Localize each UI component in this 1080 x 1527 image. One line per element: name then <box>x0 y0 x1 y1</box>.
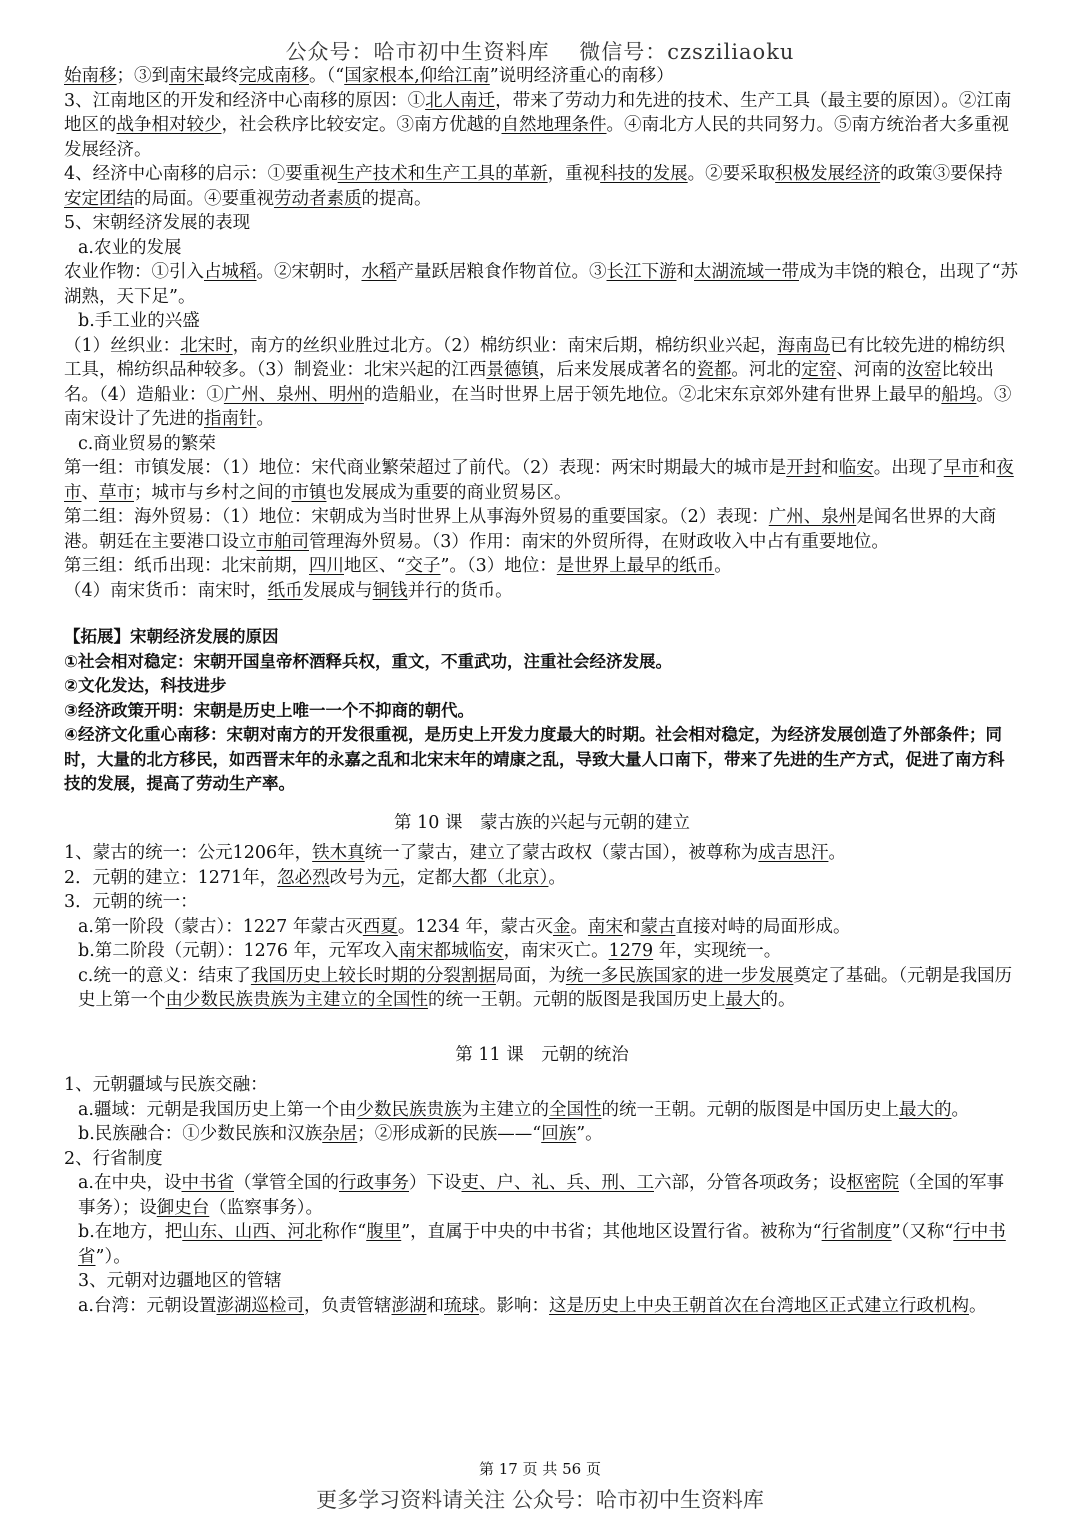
extension-paragraph <box>64 625 1020 650</box>
paragraph <box>64 89 1020 163</box>
keyword-underlined: 南宋都城临安 <box>398 941 504 961</box>
keyword-underlined: 1279 <box>608 941 654 961</box>
text-segment: c.统一的意义：结束了 <box>78 965 251 986</box>
keyword-underlined: 行政事务 <box>339 1173 409 1193</box>
keyword-underlined: 铜钱 <box>372 580 408 601</box>
keyword-underlined: 占城稻 <box>204 262 257 282</box>
extension-paragraph <box>64 674 1020 699</box>
text-segment: 和 <box>426 1295 444 1316</box>
keyword-underlined: 太湖流域一带 <box>694 262 799 282</box>
text-segment: 和 <box>622 916 641 937</box>
keyword-underlined: 劳动者素质 <box>274 188 362 209</box>
keyword-underlined: 始南移 <box>64 66 117 86</box>
keyword-underlined: 统一多民族国家的进一步发展 <box>565 965 794 986</box>
text-segment: 和 <box>821 458 839 478</box>
paragraph <box>64 866 1020 891</box>
text-segment: 称作“ <box>322 1222 367 1242</box>
text-segment: ”。 <box>576 1124 603 1144</box>
text-segment: ”。（3）地位： <box>440 556 557 576</box>
paragraph <box>64 939 1020 964</box>
keyword-underlined: 战争相对较少 <box>116 115 222 135</box>
keyword-underlined: 由少数民族贵族为主建立的全国性 <box>165 990 428 1010</box>
keyword-underlined: 琉球 <box>444 1295 479 1316</box>
text-segment: 5、宋朝经济发展的表现 <box>64 213 251 233</box>
text-segment: 是闻名世界的大商港。朝廷在主要港口设立 <box>64 507 997 552</box>
text-segment: 已有比较先进的棉纺织工具，棉纺织品种较多。（3）制瓷业：北宋兴起的江西 <box>64 335 1006 380</box>
keyword-underlined: 御史台 <box>156 1197 210 1218</box>
keyword-underlined: 北宋时 <box>180 335 233 356</box>
text-segment: 管理海外贸易。（3）作用：南宋的外贸所得，在财政收入中占有重要地位。 <box>309 531 889 552</box>
keyword-underlined: 交子 <box>405 556 441 576</box>
keyword-underlined: 成吉思汗 <box>758 843 829 863</box>
keyword-underlined: 吏、户、礼、兵、刑、工 <box>461 1173 654 1193</box>
text-segment: 和 <box>978 458 997 478</box>
keyword-underlined: 完成南移 <box>239 66 309 86</box>
text-segment: （全国的军事事务）；设 <box>78 1173 1004 1218</box>
paragraph <box>64 456 1020 505</box>
text-segment: 3、江南地区的开发和经济中心南移的原因：① <box>64 90 426 111</box>
text-segment: ；②形成新的民族——“ <box>357 1124 542 1144</box>
text-segment: 比较出名。（4）造船业：① <box>64 360 994 405</box>
keyword-underlined: 水稻 <box>361 262 397 282</box>
page-number: 第 17 页 共 56 页 <box>478 1460 601 1478</box>
paragraph <box>64 1269 1020 1294</box>
paragraph <box>64 162 1020 211</box>
text-segment: 发展成与 <box>302 580 373 601</box>
paragraph <box>64 260 1020 309</box>
text-segment: 。（“ <box>309 66 345 86</box>
paragraph <box>64 964 1020 1013</box>
text-segment: 2．元朝的建立：1271年， <box>64 867 278 888</box>
text-segment: b.手工业的兴盛 <box>78 311 200 331</box>
paragraph <box>64 1098 1020 1123</box>
keyword-underlined: 我国历史上较长时期的分裂割据 <box>250 965 496 986</box>
keyword-underlined: 国家根本,仰给江南 <box>344 66 490 86</box>
text-segment: 。 <box>256 409 274 429</box>
text-segment: 3．元朝的统一： <box>64 892 198 912</box>
text-segment: 第三组：纸币出现：北宋前期， <box>64 556 309 576</box>
keyword-underlined: 澎湖 <box>391 1295 427 1316</box>
text-segment: 产量跃居粮食作物首位。③ <box>396 262 607 282</box>
keyword-underlined: 临安 <box>838 458 874 478</box>
lesson-title <box>64 811 1020 836</box>
text-segment: ，带来了劳动力和先进的技术、生产工具（最主要的原因）。②江南地区的 <box>64 90 1012 135</box>
keyword-underlined: 行省制度 <box>821 1222 892 1242</box>
keyword-underlined: 积极发展经济 <box>775 164 881 184</box>
text-segment: 的造船业，在当时世界上居于领先地位。②北宋东京郊外建有世界上最早的 <box>363 384 942 405</box>
text-segment: 3、元朝对边疆地区的管辖 <box>78 1271 282 1291</box>
text-segment: 。②要采取 <box>687 164 776 184</box>
keyword-underlined: 最大 <box>725 990 761 1010</box>
paragraph <box>64 64 1020 89</box>
paragraph <box>64 309 1020 334</box>
text-segment: 。河北的 <box>731 360 802 380</box>
keyword-underlined: 最大的 <box>899 1099 952 1120</box>
text-segment: 的。 <box>760 990 796 1010</box>
text-segment: ）下设 <box>409 1173 462 1193</box>
text-segment: 第 10 课 蒙古族的兴起与元朝的建立 <box>394 812 690 833</box>
keyword-underlined: 科技的发展 <box>600 164 688 184</box>
keyword-underlined: 金 <box>552 916 571 937</box>
text-segment: 。影响： <box>479 1295 549 1316</box>
keyword-underlined: 早市 <box>943 458 979 478</box>
paragraph <box>64 236 1020 261</box>
keyword-underlined: 元 <box>382 867 400 888</box>
text-segment: 。出现了 <box>873 458 944 478</box>
keyword-underlined: 市舶司 <box>256 531 309 552</box>
keyword-underlined: 杂居 <box>322 1124 358 1144</box>
extension-paragraph <box>64 699 1020 724</box>
text-segment: 。 <box>828 843 846 863</box>
keyword-underlined: 自然地理条件 <box>501 115 607 135</box>
text-segment: （1）丝织业： <box>64 335 181 356</box>
paragraph <box>64 505 1020 554</box>
paragraph <box>64 890 1020 915</box>
text-segment: ；城市与乡村之间的 <box>134 482 292 503</box>
paragraph <box>64 1171 1020 1220</box>
text-segment: b.在地方，把 <box>78 1222 183 1242</box>
extension-paragraph <box>64 650 1020 675</box>
keyword-underlined: 草市 <box>99 482 134 503</box>
text-segment: ，南宋灭亡。 <box>503 941 609 961</box>
keyword-underlined: 定窑 <box>801 360 837 380</box>
text-segment: a.第一阶段（蒙古）：1227 年蒙古灭 <box>78 916 363 937</box>
paragraph <box>64 579 1020 604</box>
text-segment: 年，实现统一。 <box>653 941 782 961</box>
paragraph <box>64 554 1020 579</box>
keyword-underlined: 瓷都 <box>696 360 732 380</box>
text-segment: （掌管全国的 <box>234 1173 339 1193</box>
text-segment: 并行的货币。 <box>407 580 513 601</box>
lesson-title <box>64 1043 1020 1068</box>
text-segment: 六部，分管各项政务；设 <box>654 1173 847 1193</box>
text-segment: ，定都 <box>399 867 453 888</box>
text-segment: 改号为 <box>329 867 383 888</box>
keyword-underlined: 是世界上最早的纸币 <box>556 556 715 576</box>
keyword-underlined: 长江下游 <box>606 262 677 282</box>
text-segment: ②文化发达，科技进步 <box>64 676 227 695</box>
text-segment: 的统一王朝。元朝的版图是中国历史上 <box>601 1099 899 1120</box>
keyword-underlined: 山东、山西、河北 <box>182 1222 323 1242</box>
text-segment: 最终 <box>204 66 239 86</box>
keyword-underlined: 生产技术和生产工具的革新 <box>337 164 548 184</box>
keyword-underlined: 回族 <box>541 1124 577 1144</box>
keyword-underlined: 海南岛 <box>777 335 831 356</box>
text-segment: ”（又称“ <box>891 1222 954 1242</box>
paragraph <box>64 211 1020 236</box>
keyword-underlined: 汝窑 <box>906 360 942 380</box>
keyword-underlined: 少数民族贵族 <box>356 1099 462 1120</box>
spacer <box>64 1013 1020 1035</box>
keyword-underlined: 北人南迁 <box>425 90 496 111</box>
keyword-underlined: 全国性 <box>549 1099 602 1120</box>
text-segment: 。 <box>951 1099 969 1120</box>
keyword-underlined: 四川 <box>309 556 344 576</box>
keyword-underlined: 蒙古 <box>640 916 676 937</box>
text-segment: 为主建立的 <box>461 1099 549 1120</box>
text-segment: ，南方的丝织业胜过北方。（2）棉纺织业：南宋后期，棉纺织业兴起， <box>232 335 778 356</box>
keyword-underlined: 夜市 <box>64 458 1014 503</box>
text-segment: 的提高。 <box>361 188 432 209</box>
text-segment: a.在中央，设 <box>78 1173 182 1193</box>
keyword-underlined: 安定团结 <box>64 188 134 209</box>
extension-paragraph <box>64 723 1020 797</box>
text-segment: 。1234 年，蒙古灭 <box>397 916 553 937</box>
text-segment: 第二组：海外贸易：（1）地位：宋朝成为当时世界上从事海外贸易的重要国家。（2）表现： <box>64 507 769 527</box>
text-segment: 也发展成为重要的商业贸易区。 <box>326 482 572 503</box>
document-body <box>64 64 1020 1318</box>
text-segment: 。④南北方人民的共同努力。⑤南方统治者大多重视发展经济。 <box>64 115 1009 160</box>
text-segment: b.民族融合：①少数民族和汉族 <box>78 1124 323 1144</box>
text-segment: ，负责管辖 <box>304 1295 392 1316</box>
keyword-underlined: 景德镇 <box>486 360 539 380</box>
paragraph <box>64 334 1020 432</box>
text-segment: 第一组：市镇发展：（1）地位：宋代商业繁荣超过了前代。（2）表现：两宋时期最大的城市是 <box>64 458 787 478</box>
text-segment: 。 <box>969 1295 987 1316</box>
paragraph <box>64 915 1020 940</box>
paragraph <box>64 1147 1020 1172</box>
text-segment: 直接对峙的局面形成。 <box>675 916 851 937</box>
text-segment: 成为丰饶的粮仓，出现了“苏湖熟，天下足”。 <box>64 262 1018 307</box>
text-segment: a.农业的发展 <box>78 237 182 258</box>
text-segment: ，后来发展成著名的 <box>538 360 697 380</box>
text-segment: ”）。 <box>95 1246 131 1267</box>
text-segment: 第 11 课 元朝的统治 <box>455 1044 629 1065</box>
header-watermark: 公众号：哈市初中生资料库 微信号：czsziliaoku <box>285 40 795 64</box>
text-segment: 的局面。④要重视 <box>134 188 274 209</box>
keyword-underlined: 船坞 <box>941 384 977 405</box>
paragraph <box>64 1220 1020 1269</box>
text-segment: a.疆域：元朝是我国历史上第一个由 <box>78 1099 357 1120</box>
keyword-underlined: 市镇 <box>291 482 327 503</box>
keyword-underlined: 南宋 <box>587 916 623 937</box>
spacer <box>64 797 1020 803</box>
keyword-underlined: 铁木真 <box>312 843 365 863</box>
paragraph <box>64 1122 1020 1147</box>
keyword-underlined: 纸币 <box>267 580 303 601</box>
text-segment: 。 <box>714 556 732 576</box>
text-segment: 统一了蒙古，建立了蒙古政权（蒙古国），被尊称为 <box>364 843 759 863</box>
text-segment: 。 <box>570 916 588 937</box>
text-segment: 。③南宋设计了先进的 <box>64 384 1012 429</box>
text-segment: 1、元朝疆域与民族交融： <box>64 1075 268 1095</box>
text-segment: （4）南宋货币：南宋时， <box>64 580 268 601</box>
keyword-underlined: 西夏 <box>362 916 398 937</box>
text-segment: ①社会相对稳定：宋朝开国皇帝杯酒释兵权，重文，不重武功，注重社会经济发展。 <box>64 651 672 671</box>
keyword-underlined: 开封 <box>786 458 822 478</box>
text-segment: 2、行省制度 <box>64 1148 163 1169</box>
keyword-underlined: 广州、泉州、明州 <box>223 384 364 405</box>
text-segment: 1、蒙古的统一：公元1206年， <box>64 843 313 863</box>
text-segment: ”，直属于中央的中书省；其他地区设置行省。被称为“ <box>401 1222 822 1242</box>
keyword-underlined: 中书省 <box>181 1173 234 1193</box>
text-segment: 农业作物：①引入 <box>64 262 204 282</box>
text-segment: ”说明经济重心的南移） <box>489 66 674 86</box>
keyword-underlined: 广州、泉州 <box>768 507 857 527</box>
paragraph <box>64 1073 1020 1098</box>
text-segment: a.台湾：元朝设置 <box>78 1295 217 1316</box>
text-segment: 、 <box>81 482 99 503</box>
text-segment: ③经济政策开明：宋朝是历史上唯一一个不抑商的朝代。 <box>64 700 474 720</box>
keyword-underlined: 大都（北京） <box>452 867 549 888</box>
paragraph <box>64 1294 1020 1319</box>
paragraph <box>64 841 1020 866</box>
text-segment: 、河南的 <box>836 360 907 380</box>
text-segment: 和 <box>676 262 694 282</box>
text-segment: 地区、“ <box>344 556 406 576</box>
text-segment: 的政策③要保持 <box>880 164 1003 184</box>
text-segment: （监察事务）。 <box>209 1197 323 1218</box>
text-segment: 。 <box>548 867 566 888</box>
keyword-underlined: 枢密院 <box>846 1173 899 1193</box>
text-segment: c.商业贸易的繁荣 <box>78 433 216 454</box>
text-segment: ，重视 <box>547 164 601 184</box>
text-segment: 的统一王朝。元朝的版图是我国历史上 <box>428 990 726 1010</box>
text-segment: ；③到 <box>116 66 169 86</box>
paragraph <box>64 432 1020 457</box>
text-segment: 奠定了基础。（元朝是我国历史上第一个 <box>78 965 1013 1010</box>
keyword-underlined: 忽必烈 <box>277 867 330 888</box>
spacer <box>64 603 1020 625</box>
text-segment: ，社会秩序比较安定。③南方优越的 <box>221 115 502 135</box>
keyword-underlined: 南宋 <box>169 66 204 86</box>
keyword-underlined: 澎湖巡检司 <box>216 1295 304 1316</box>
keyword-underlined: 这是历史上中央王朝首次在台湾地区正式建立行政机构 <box>549 1295 969 1316</box>
text-segment: ④经济文化重心南移：宋朝对南方的开发很重视，是历史上开发力度最大的时期。社会相对稳定，为经济发展创造了外部条件；同时，大量的北方移民，如西晋末年的永嘉之乱和北宋末年的靖康之乱，导致大量人口南下，带来了先进的生产方式，促进了南方科技的发展，提高了劳动生产率。 <box>64 725 1005 793</box>
text-segment: 4、经济中心南移的启示：①要重视 <box>64 164 338 184</box>
text-segment: b.第二阶段（元朝）：1276 年，元军攻入 <box>78 941 399 961</box>
text-segment: 。②宋朝时， <box>256 262 362 282</box>
text-segment: 【拓展】宋朝经济发展的原因 <box>64 627 279 646</box>
text-segment: 局面，为 <box>495 965 566 986</box>
keyword-underlined: 行中书省 <box>78 1222 1006 1267</box>
keyword-underlined: 指南针 <box>204 409 257 429</box>
keyword-underlined: 腹里 <box>366 1222 402 1242</box>
footer-watermark: 更多学习资料请关注 公众号：哈市初中生资料库 <box>316 1488 764 1512</box>
